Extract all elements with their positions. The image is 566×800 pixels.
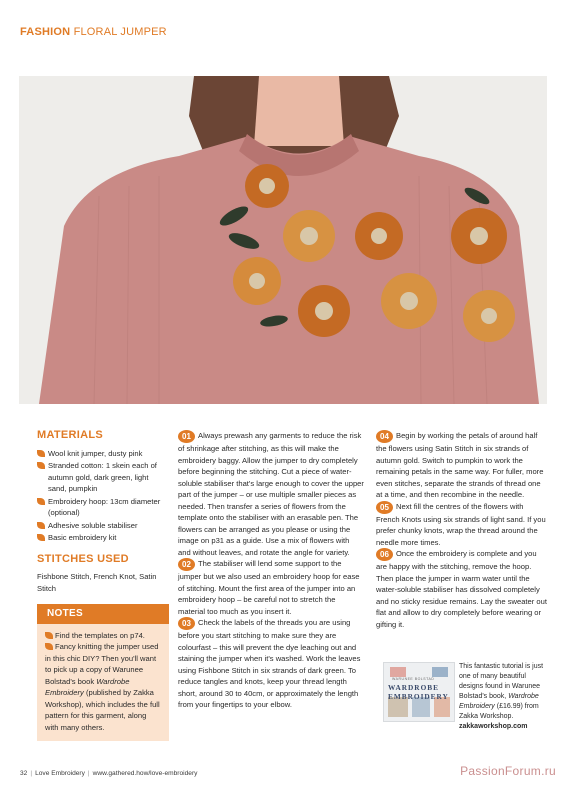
page-number: 32 [20, 770, 28, 777]
list-item: Adhesive soluble stabiliser [37, 520, 167, 532]
step-number-badge: 02 [178, 558, 195, 571]
page-header [20, 26, 167, 38]
step-number-badge: 03 [178, 617, 195, 630]
sweater-photo [19, 76, 547, 404]
book-advert [383, 662, 547, 730]
leaf-bullet-icon [37, 462, 45, 469]
book-cover-image [383, 662, 455, 722]
list-item: Embroidery hoop: 13cm diameter (optional) [37, 496, 167, 519]
book-author: WARUNEE BOLSTAD [392, 677, 435, 681]
step-paragraph: 02 The stabiliser will lend some support to the jumper but we also used an embroidery hoop for ease of stitching. Mount the first area of the jumper into an embroidery hoop – be careful not to stretch the material too much as you insert it. [178, 559, 360, 616]
leaf-bullet-icon [37, 534, 45, 541]
step-number-badge: 01 [178, 430, 195, 443]
advert-text: This fantastic tutorial is just one of many beautiful designs found in Warunee Bolstad's book, Wardrobe Embroidery (£16.99) from Zakka Workshop. zakkaworkshop.com [459, 663, 544, 730]
leaf-bullet-icon [37, 522, 45, 529]
step-paragraph: 01 Always prewash any garments to reduce the risk of shrinkage after stitching, as this will make the embroidery baggy. Allow the jumper to dry completely before beginning the stitching. Cut a piece of water-soluble stabiliser that's large enough to cover the upper part of the jumper – or use multiple smaller pieces as needed. Then transfer a series of flowers from the template onto the stabiliser with an erasable pen. The flowers can be arranged as you please or using the image on p31 as a guide. Use a mix of flowers with and without leaves, and rotate the angle for variety. [178, 431, 364, 557]
steps-column-1 [178, 430, 364, 711]
book-title: WARDROBE EMBROIDERY [388, 683, 449, 701]
list-item: Wool knit jumper, dusty pink [37, 448, 167, 460]
note-item: Fancy knitting the jumper used in this chic DIY? Then you'll want to pick up a copy of Warunee Bolstad's book Wardrobe Embroidery (published by Zakka Workshop), which includes the full pattern for this garment, along with many others. [45, 642, 160, 732]
materials-list [37, 448, 167, 544]
magazine-name: Love Embroidery [35, 770, 85, 777]
materials-heading: MATERIALS [37, 429, 104, 441]
list-item: Basic embroidery kit [37, 532, 167, 544]
notes-heading: NOTES [37, 604, 169, 624]
notes-body [37, 624, 169, 742]
leaf-bullet-icon [37, 450, 45, 457]
notes-box [37, 604, 169, 741]
list-item: Stranded cotton: 1 skein each of autumn gold, dark green, light sand, pumpkin [37, 460, 167, 495]
leaf-bullet-icon [37, 498, 45, 505]
page-footer: 32 | Love Embroidery | www.gathered.how/love-embroidery [20, 770, 198, 777]
step-number-badge: 04 [376, 430, 393, 443]
step-number-badge: 06 [376, 548, 393, 561]
watermark: PassionForum.ru [460, 764, 556, 778]
step-paragraph: 05 Next fill the centres of the flowers with French Knots using six strands of light sand. If you prefer chunky knots, wrap the thread around the needle more times. [376, 501, 546, 547]
footer-url[interactable]: www.gathered.how/love-embroidery [92, 770, 198, 777]
step-paragraph: 04 Begin by working the petals of around half the flowers using Satin Stitch in six strands of autumn gold. Switch to pumpkin to work the remaining petals in the same way. For fuller, more even stitches, separate the strands of thread one at a time, and then recombine in the needle. [376, 431, 544, 499]
stitches-text: Fishbone Stitch, French Knot, Satin Stitch [37, 572, 157, 593]
step-paragraph: 03 Check the labels of the threads you are using before you start stitching to make sure they are colourfast – this will prevent the dye leaching out and staining the jumper when it's washed. Work the leaves using Fishbone Stitch in six strands of dark green. To reduce tangles and knots, keep your thread length short, around 30 to 40cm, or approximately the length from your fingertips to your elbow. [178, 618, 361, 709]
leaf-bullet-icon [45, 643, 53, 650]
note-item: Find the templates on p74. [45, 630, 161, 642]
article-title: FLORAL JUMPER [73, 26, 167, 38]
stitches-heading: STITCHES USED [37, 552, 129, 565]
section-label: FASHION [20, 26, 71, 38]
sidebar-column [37, 430, 167, 741]
sweater-illustration [19, 76, 547, 404]
step-paragraph: 06 Once the embroidery is complete and you are happy with the stitching, remove the hoop. Then place the jumper in warm water until the water-soluble stabiliser has dissolved completely and no sticky residue remains. Lay the sweater out flat and allow to dry completely before wearing or gifting it. [376, 549, 547, 629]
step-number-badge: 05 [376, 501, 393, 514]
advert-link[interactable]: zakkaworkshop.com [459, 723, 528, 730]
leaf-bullet-icon [45, 632, 53, 639]
steps-column-2 [376, 430, 548, 630]
